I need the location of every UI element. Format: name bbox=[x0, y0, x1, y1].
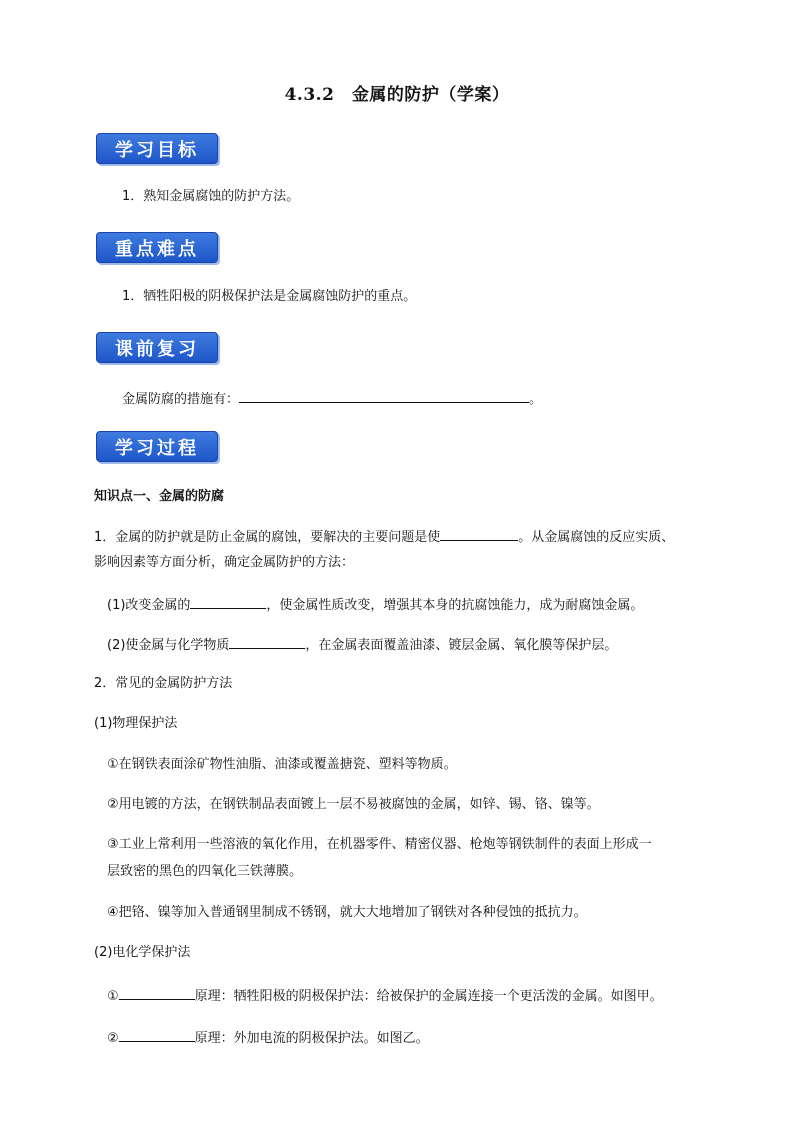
physical-protection-heading: (1)物理保护法 bbox=[94, 716, 178, 731]
sub1-blank[interactable] bbox=[190, 594, 266, 609]
electrochemical-protection-heading: (2)电化学保护法 bbox=[94, 945, 191, 960]
sub2-blank[interactable] bbox=[229, 634, 305, 649]
paragraph-1-line-2: 影响因素等方面分析，确定金属防护的方法： bbox=[94, 555, 355, 570]
section-badge-review: 课前复习 bbox=[96, 332, 218, 363]
p1-text-b: 。从金属腐蚀的反应实质、 bbox=[518, 530, 675, 545]
review-suffix: 。 bbox=[529, 392, 543, 407]
page-title: 4.3.2 金属的防护（学案） bbox=[284, 85, 510, 105]
section-badge-goals: 学习目标 bbox=[96, 133, 218, 164]
p1-blank[interactable] bbox=[440, 526, 518, 541]
review-line bbox=[122, 388, 542, 409]
goals-item: 1．熟知金属腐蚀的防护方法。 bbox=[122, 189, 300, 204]
sub-item-2 bbox=[107, 634, 617, 655]
sub2-text-b: ，在金属表面覆盖油漆、镀层金属、氧化膜等保护层。 bbox=[305, 638, 618, 653]
paragraph-2: 2．常见的金属防护方法 bbox=[94, 676, 233, 691]
knowledge-heading: 知识点一、金属的防腐 bbox=[94, 489, 225, 504]
paragraph-1-line-1 bbox=[94, 526, 674, 547]
sub1-text-a: (1)改变金属的 bbox=[107, 598, 191, 613]
echem1-blank[interactable] bbox=[119, 985, 195, 1000]
physical-item-4: ④把铬、镍等加入普通钢里制成不锈钢，就大大地增加了钢铁对各种侵蚀的抵抗力。 bbox=[107, 905, 587, 920]
physical-item-3-line-1: ③工业上常利用一些溶液的氧化作用，在机器零件、精密仪器、枪炮等钢铁制件的表面上形成一 bbox=[107, 837, 652, 852]
echem2-blank[interactable] bbox=[119, 1027, 195, 1042]
echem1-text: 原理：牺牲阳极的阴极保护法：给被保护的金属连接一个更活泼的金属。如图甲。 bbox=[194, 989, 663, 1004]
echem2-text: 原理：外加电流的阴极保护法。如图乙。 bbox=[194, 1031, 429, 1046]
physical-item-3-line-2: 层致密的黑色的四氧化三铁薄膜。 bbox=[107, 864, 303, 879]
sub2-text-a: (2)使金属与化学物质 bbox=[107, 638, 230, 653]
key-points-item: 1．牺牲阳极的阴极保护法是金属腐蚀防护的重点。 bbox=[122, 289, 417, 304]
electrochemical-item-1 bbox=[107, 985, 663, 1006]
echem1-number: ① bbox=[107, 989, 119, 1004]
physical-item-2: ②用电镀的方法，在钢铁制品表面镀上一层不易被腐蚀的金属，如锌、锡、铬、镍等。 bbox=[107, 797, 600, 812]
physical-item-1: ①在钢铁表面涂矿物性油脂、油漆或覆盖搪瓷、塑料等物质。 bbox=[107, 757, 457, 772]
electrochemical-item-2 bbox=[107, 1027, 429, 1048]
sub-item-1 bbox=[107, 594, 643, 615]
echem2-number: ② bbox=[107, 1031, 119, 1046]
sub1-text-b: ，使金属性质改变，增强其本身的抗腐蚀能力，成为耐腐蚀金属。 bbox=[266, 598, 644, 613]
review-prefix: 金属防腐的措施有： bbox=[122, 392, 240, 407]
p1-text-a: 1．金属的防护就是防止金属的腐蚀，要解决的主要问题是使 bbox=[94, 530, 441, 545]
review-blank[interactable] bbox=[239, 388, 529, 403]
section-badge-process: 学习过程 bbox=[96, 431, 218, 462]
section-badge-key-points: 重点难点 bbox=[96, 232, 218, 263]
